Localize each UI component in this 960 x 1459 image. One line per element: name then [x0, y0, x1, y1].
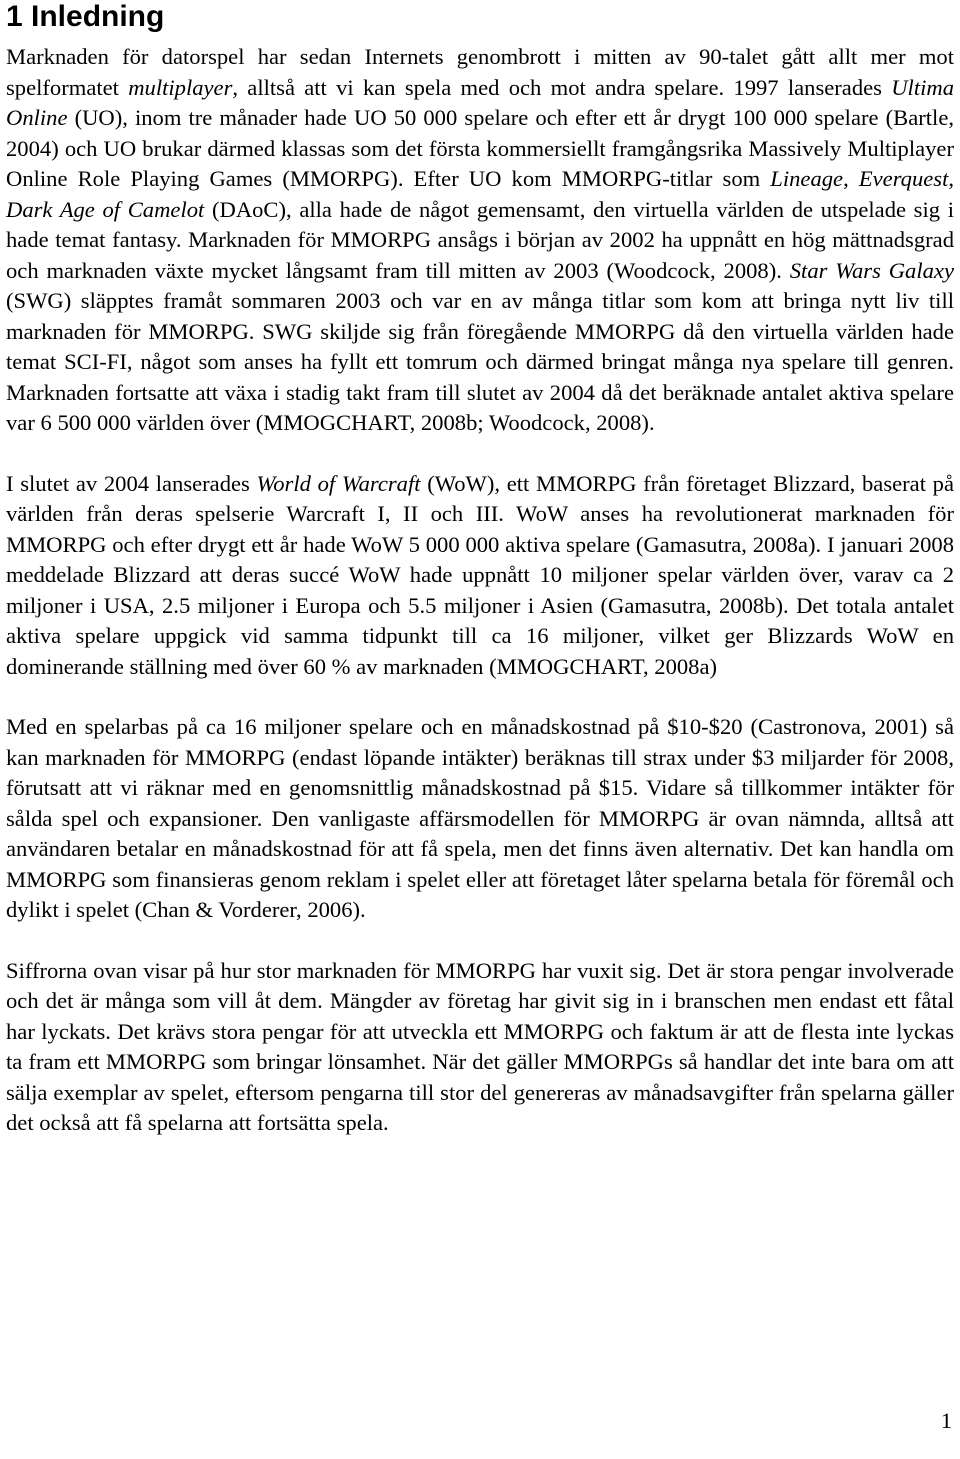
paragraph-text: I slutet av 2004 lanserades — [6, 470, 257, 496]
page-number: 1 — [940, 1408, 952, 1433]
italic-title-text: Ultima Online — [6, 74, 954, 130]
paragraph-text: , — [843, 166, 859, 191]
section-heading: 1 Inledning — [6, 0, 165, 33]
paragraph-text: , — [948, 166, 955, 191]
italic-title-text: World of Warcraft — [256, 470, 421, 496]
paragraph-text: Med en spelarbas på ca 16 miljoner spelare och en månadskostnad på $10-$20 (Castronova, 2001) så kan marknaden för MMORPG (endast löpande intäkter) beräknas till strax under $3 miljarder för 2008, förutsatt att vi räknar med en genomsnittlig månadskostnad på $15. Vidare så tillkommer intäkter för sålda spel och expansioner. Den vanligaste affärsmodellen för MMORPG är ovan nämnda, alltså att användaren betalar en månadskostnad för att få spela, men det finns även alternativ. Det kan handla om MMORPG som finansieras genom reklam i spelet eller att företaget låter spelarna betala för föremål och dylikt i spelet (Chan & Vorderer, 2006). — [6, 714, 954, 922]
paragraph-3 — [6, 712, 954, 926]
italic-title-text: Dark Age of Camelot — [6, 196, 205, 222]
paragraph-4 — [6, 956, 954, 1139]
paragraph-text: , alltså att vi kan spela med och mot andra spelare. 1997 lanserades — [232, 74, 892, 100]
paragraph-text: (DAoC), alla hade de något gemensamt, den virtuella världen de utspelade sig i hade temat fantasy. Marknaden för MMORPG ansågs i början av 2002 ha uppnått en hög mättnadsgrad och marknaden växte mycket långsamt fram till mitten av 2003 (Woodcock, 2008). — [6, 196, 955, 283]
paragraph-text: (UO), inom tre månader hade UO 50 000 spelare och efter ett år drygt 100 000 spelare (Bartle, 2004) och UO brukar därmed klassas som det första kommersiellt framgångsrika Massively Multiplayer Online Role Playing Games (MMORPG). Efter UO kom MMORPG-titlar som — [6, 105, 954, 191]
paragraph-2 — [6, 469, 954, 683]
paragraph-1 — [6, 42, 954, 439]
italic-title-text: Lineage — [770, 166, 844, 191]
document-page — [6, 0, 954, 1139]
italic-title-text: Everquest — [858, 166, 949, 191]
paragraph-text: Marknaden för datorspel har sedan Internets genombrott i mitten av 90-talet gått allt mer mot spelformatet — [6, 44, 954, 100]
italic-title-text: multiplayer — [128, 74, 233, 100]
paragraph-text: (WoW), ett MMORPG från företaget Blizzard, baserat på världen från deras spelserie Warcraft I, II och III. WoW anses ha revolutionerat marknaden för MMORPG och efter drygt ett år hade WoW 5 000 000 aktiva spelare (Gamasutra, 2008a). I januari 2008 meddelade Blizzard att deras succé WoW hade uppnått 10 miljoner spelar världen över, varav ca 2 miljoner i USA, 2.5 miljoner i Europa och 5.5 miljoner i Asien (Gamasutra, 2008b). Det totala antalet aktiva spelare uppgick vid samma tidpunkt till ca 16 miljoner, vilket ger Blizzards WoW en dominerande ställning med över 60 % av marknaden (MMOGCHART, 2008a) — [6, 470, 954, 679]
italic-title-text: Star Wars Galaxy — [789, 257, 954, 283]
paragraph-text: (SWG) släpptes framåt sommaren 2003 och var en av många titlar som kom att bringa nytt liv till marknaden för MMORPG. SWG skiljde sig från föregående MMORPG då den virtuella världen hade temat SCI-FI, något som anses ha fyllt ett tomrum och därmed bringat många nya spelare till genren. Marknaden fortsatte att växa i stadig takt fram till slutet av 2004 då det beräknade antalet aktiva spelare var 6 500 000 världen över (MMOGCHART, 2008b; Woodcock, 2008). — [6, 288, 954, 435]
paragraph-text: Siffrorna ovan visar på hur stor marknaden för MMORPG har vuxit sig. Det är stora pengar involverade och det är många som vill åt dem. Mängder av företag har givit sig in i branschen men endast ett fåtal har lyckats. Det krävs stora pengar för att utveckla ett MMORPG och faktum är att de flesta inte lyckas ta fram ett MMORPG som bringar lönsamhet. När det gäller MMORPGs så handlar det inte bara om att sälja exemplar av spelet, eftersom pengarna till stor del genereras av månadsavgifter från spelarna gäller det också att få spelarna att fortsätta spela. — [6, 957, 954, 1135]
